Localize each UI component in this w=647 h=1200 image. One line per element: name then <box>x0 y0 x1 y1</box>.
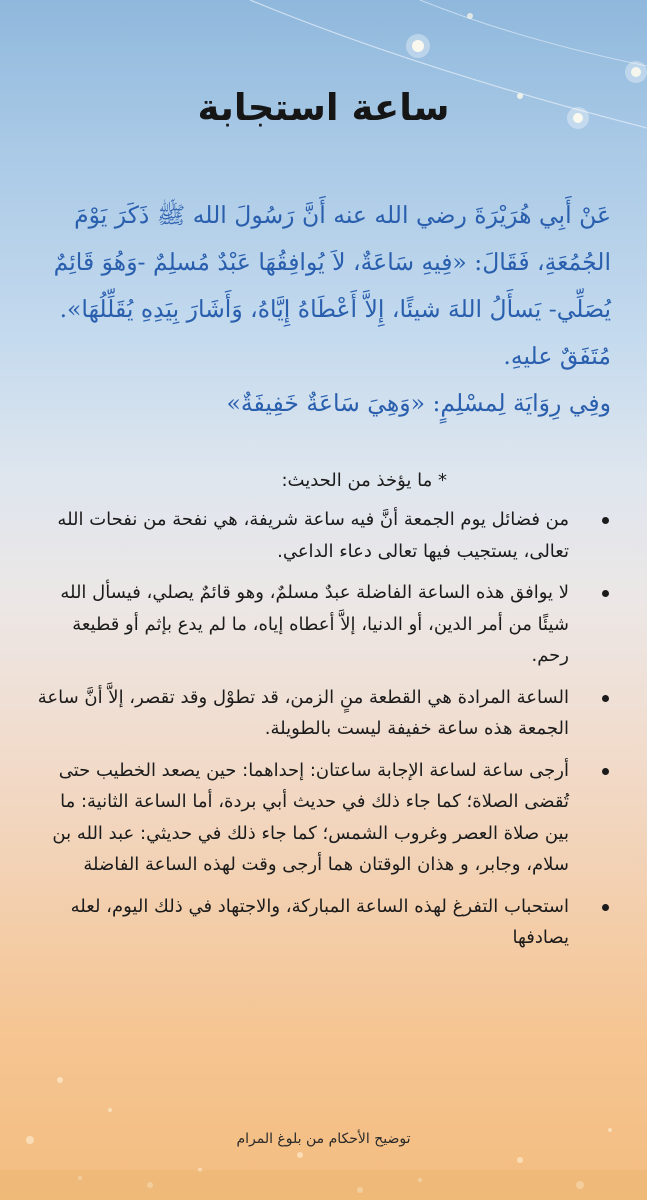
benefit-text: الساعة المرادة هي القطعة منٍ الزمن، قد تطوْل وقد تقصر، إلاَّ أنَّ ساعة الجمعة هذه ساعة خفيفة ليست بالطويلة. <box>37 686 569 739</box>
source-citation: توضيح الأحكام من بلوغ المرام <box>236 1131 411 1147</box>
bullet-icon <box>602 590 609 597</box>
benefit-text: استحباب التفرغ لهذه الساعة المباركة، والاجتهاد في ذلك اليوم، لعله يصادفها <box>70 895 569 948</box>
bullet-icon <box>602 904 609 911</box>
hadith-main-text: عَنْ أَبِي هُرَيْرَةَ رضي الله عنه أَنَّ رَسُولَ الله ﷺ ذَكَرَ يَوْمَ الجُمُعَةِ، فَقَالَ: «فِيهِ سَاعَةٌ، لاَ يُوافِقُهَا عَبْدٌ مُسلِمٌ -وَهُوَ قَائِمٌ يُصَلِّي- يَسأَلُ اللهَ شيئًا، إِلاَّ أَعْطَاهُ إِيَّاهُ، وَأَشَارَ بِيَدِهِ يُقَلِّلُهَا». مُتَفَقٌ عليهِ. <box>53 201 611 370</box>
page-title: ساعة استجابة <box>197 86 450 129</box>
hadith-narration-text: وفِي رِوَايَة لِمسْلِمٍ: «وَهِيَ سَاعَةٌ خَفِيفَةٌ» <box>226 389 611 417</box>
benefits-list <box>31 504 617 964</box>
benefit-text: من فضائل يوم الجمعة أنَّ فيه ساعة شريفة، هي نفحة من نفحات الله تعالى، يستجيب فيها تعالى دعاء الداعي. <box>57 509 569 562</box>
benefit-item <box>31 682 617 745</box>
benefits-heading: * ما يؤخذ من الحديث: <box>281 470 447 491</box>
benefit-item <box>31 891 617 954</box>
benefit-text: أرجى ساعة لساعة الإجابة ساعتان: إحداهما: حين يصعد الخطيب حتى تُقضى الصلاة؛ كما جاء ذلك في حديث أبي بردة، أما الساعة الثانية: ما بين صلاة العصر وغروب الشمس؛ كما جاء ذلك في حديثي: عبد الله بن سلام، وجابر، و هذان الوقتان هما أرجى وقت لهذه الساعة الفاضلة <box>52 759 569 875</box>
benefit-item <box>31 577 617 672</box>
hadith-text-block <box>31 192 611 427</box>
benefit-item <box>31 504 617 567</box>
benefit-text: لا يوافق هذه الساعة الفاضلة عبدٌ مسلمٌ، وهو قائمٌ يصلي، فيسأل الله شيئًا من أمر الدين، أو الدنيا، إلاَّ أعطاه إياه، ما لم يدع بإثم أو قطيعة رحم. <box>60 582 569 666</box>
glitter-bokeh-decoration <box>0 1060 647 1200</box>
bullet-icon <box>602 768 609 775</box>
bullet-icon <box>602 695 609 702</box>
benefit-item <box>31 755 617 881</box>
bullet-icon <box>602 517 609 524</box>
